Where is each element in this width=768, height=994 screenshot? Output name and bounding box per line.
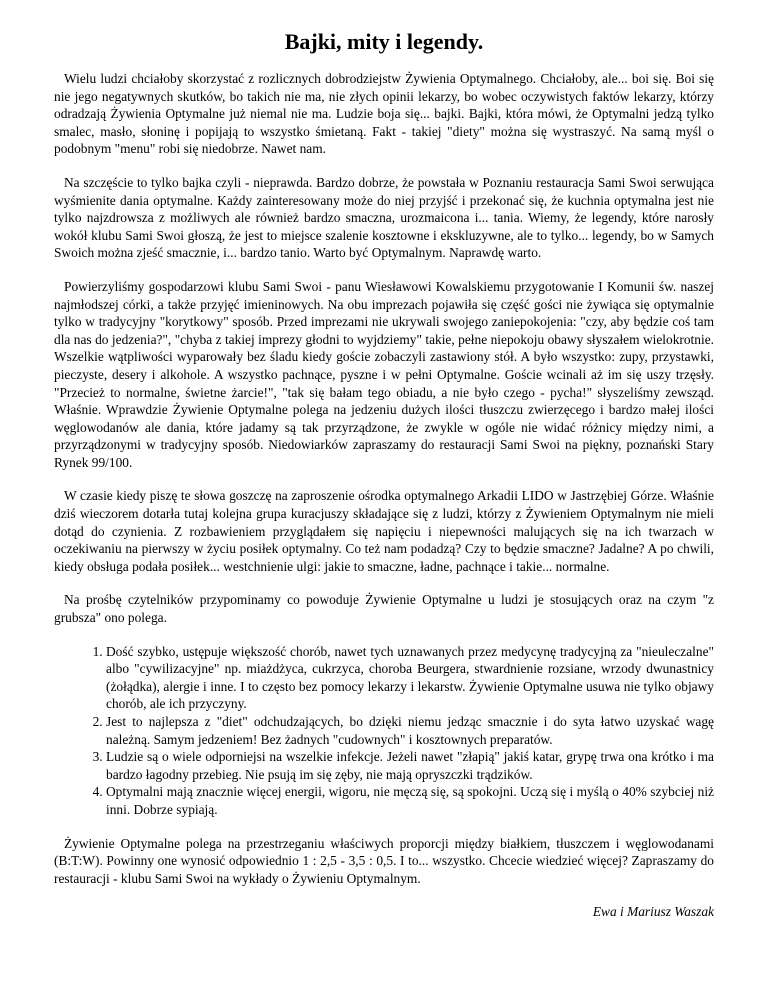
paragraph-2: Na szczęście to tylko bajka czyli - nieprawda. Bardzo dobrze, że powstała w Poznaniu restauracja Sami Swoi serwująca wyśmienite dania optymalne. Każdy zainteresowany może do niej przyjść i przekonać się, że kuchnia optymalna jest nie tylko najzdrowsza z możliwych ale również bardzo smaczna, urozmaicona i... tania. Wiemy, że legendy, które narosły wokół klubu Sami Swoi głoszą, że jest to miejsce szalenie kosztowne i ekskluzywne, ale to tylko... legendy, bo w Samych Swoich można zjeść smacznie, i... bardzo tanio. Warto być Optymalnym. Naprawdę warto. bbox=[54, 174, 714, 261]
paragraph-4: W czasie kiedy piszę te słowa goszczę na zaproszenie ośrodka optymalnego Arkadii LIDO w Jastrzębiej Górze. Właśnie dziś wieczorem dotarła tutaj kolejna grupa kuracjuszy składające się z ludzi, którzy z Żywieniem Optymalnym nie mieli dotąd do czynienia. Z rozbawieniem przyglądałem się napięciu i niepewności malujących się na ich twarzach w oczekiwaniu na pierwszy w życiu posiłek optymalny. Co też nam podadzą? Czy to będzie smaczne? Jadalne? A po chwili, kiedy obsługa podała posiłek... westchnienie ulgi: jakie to smaczne, ładne, pachnące i takie... normalne. bbox=[54, 488, 714, 574]
paragraph-1: Wielu ludzi chciałoby skorzystać z rozlicznych dobrodziejstw Żywienia Optymalnego. Chciałoby, ale... boi się. Boi się nie jego negatywnych skutków, bo takich nie ma, nie złych opinii lekarzy, bo wobec oczywistych faktów lekarzy, którzy odradzają Żywienia Optymalne już niemal nie ma. Ludzie boja się... bajki. Bajki, która mówi, że Optymalni jedzą tylko smalec, masło, słoninę i popijają to wszystko śmietaną. Fakt - takiej "diety" można się wystraszyć. Na samą myśl o podobnym "menu" robi się niedobrze. Nawet nam. bbox=[54, 71, 714, 157]
benefits-list bbox=[54, 643, 714, 819]
paragraph-3: Powierzyliśmy gospodarzowi klubu Sami Swoi - panu Wiesławowi Kowalskiemu przygotowanie I Komunii św. naszej najmłodszej córki, a także przyjęć imieninowych. Na obu imprezach pojawiła się część gości nie żywiąca się optymalnie tylko w tradycyjny "korytkowy" sposób. Przed imprezami nie ukrywali swojego zaniepokojenia: "czy, aby będzie coś tam dla nas do jedzenia?", "chyba z takiej imprezy głodni to wyjdziemy" takie, pełne niepokoju obawy słyszałem wielokrotnie. Wszelkie wątpliwości wyparowały bez śladu kiedy goście zobaczyli zastawiony stół. A było wszystko: zupy, przystawki, pieczyste, desery i alkohole. A wszystko pachnące, pyszne i w pełni Optymalne. Goście wcinali aż im się uszy trzęsły. "Przecież to normalne, świetne żarcie!", "tak się bałam tego obiadu, a nie było czego - pycha!" słyszeliśmy zewsząd. Właśnie. Wprawdzie Żywienie Optymalne polega na jedzeniu dużych ilości tłuszczu zwierzęcego i bardzo małej ilości węglowodanów ale dania, które jadamy są tak przyrządzone, że zwykle w ogóle nie widać różnicy między nimi, a przyrządzonymi w tradycyjny sposób. Niedowiarków zapraszamy do restauracji Sami Swoi na piękny, poznański Stary Rynek 99/100. bbox=[54, 278, 714, 470]
list-item: 4. Optymalni mają znacznie więcej energii, wigoru, nie męczą się, są spokojni. Uczą się i myślą o 40% szybciej niż inni. Dobrze sypiają. bbox=[106, 783, 714, 818]
paragraph-5: Na prośbę czytelników przypominamy co powoduje Żywienie Optymalne u ludzi je stosujących oraz na czym "z grubsza" ono polega. bbox=[54, 592, 714, 626]
list-item: 1. Dość szybko, ustępuje większość chorób, nawet tych uznawanych przez medycynę tradycyjną za "nieuleczalne" albo "cywilizacyjne" np. miażdżyca, cukrzyca, choroba Beurgera, stwardnienie rozsiane, wrzody dwunastnicy (żołądka), alergie i inne. I to często bez pomocy lekarzy i lekarstw. Żywienie Optymalne usuwa nie tylko objawy chorób, ale ich przyczyny. bbox=[106, 643, 714, 713]
author-signature: Ewa i Mariusz Waszak bbox=[592, 904, 714, 920]
list-item: 3. Ludzie są o wiele odporniejsi na wszelkie infekcje. Jeżeli nawet "złapią" jakiś katar, grypę trwa ona krótko i ma bardzo łagodny przebieg. Nie psują im się zęby, nie mają opryszczki trądzików. bbox=[106, 748, 714, 783]
closing-paragraph: Żywienie Optymalne polega na przestrzeganiu właściwych proporcji między białkiem, tłuszczem i węglowodanami (B:T:W). Powinny one wynosić odpowiednio 1 : 2,5 - 3,5 : 0,5. I to... wszystko. Chcecie wiedzieć więcej? Zapraszamy do restauracji - klubu Sami Swoi na wykłady o Żywieniu Optymalnym. bbox=[54, 835, 714, 886]
list-item: 2. Jest to najlepsza z "diet" odchudzających, bo dzięki niemu jedząc smacznie i do syta łatwo uzyskać wagę należną. Samym jedzeniem! Bez żadnych "cudownych" i kosztownych preparatów. bbox=[106, 713, 714, 748]
document-title: Bajki, mity i legendy. bbox=[284, 29, 484, 54]
document-page bbox=[54, 28, 714, 921]
